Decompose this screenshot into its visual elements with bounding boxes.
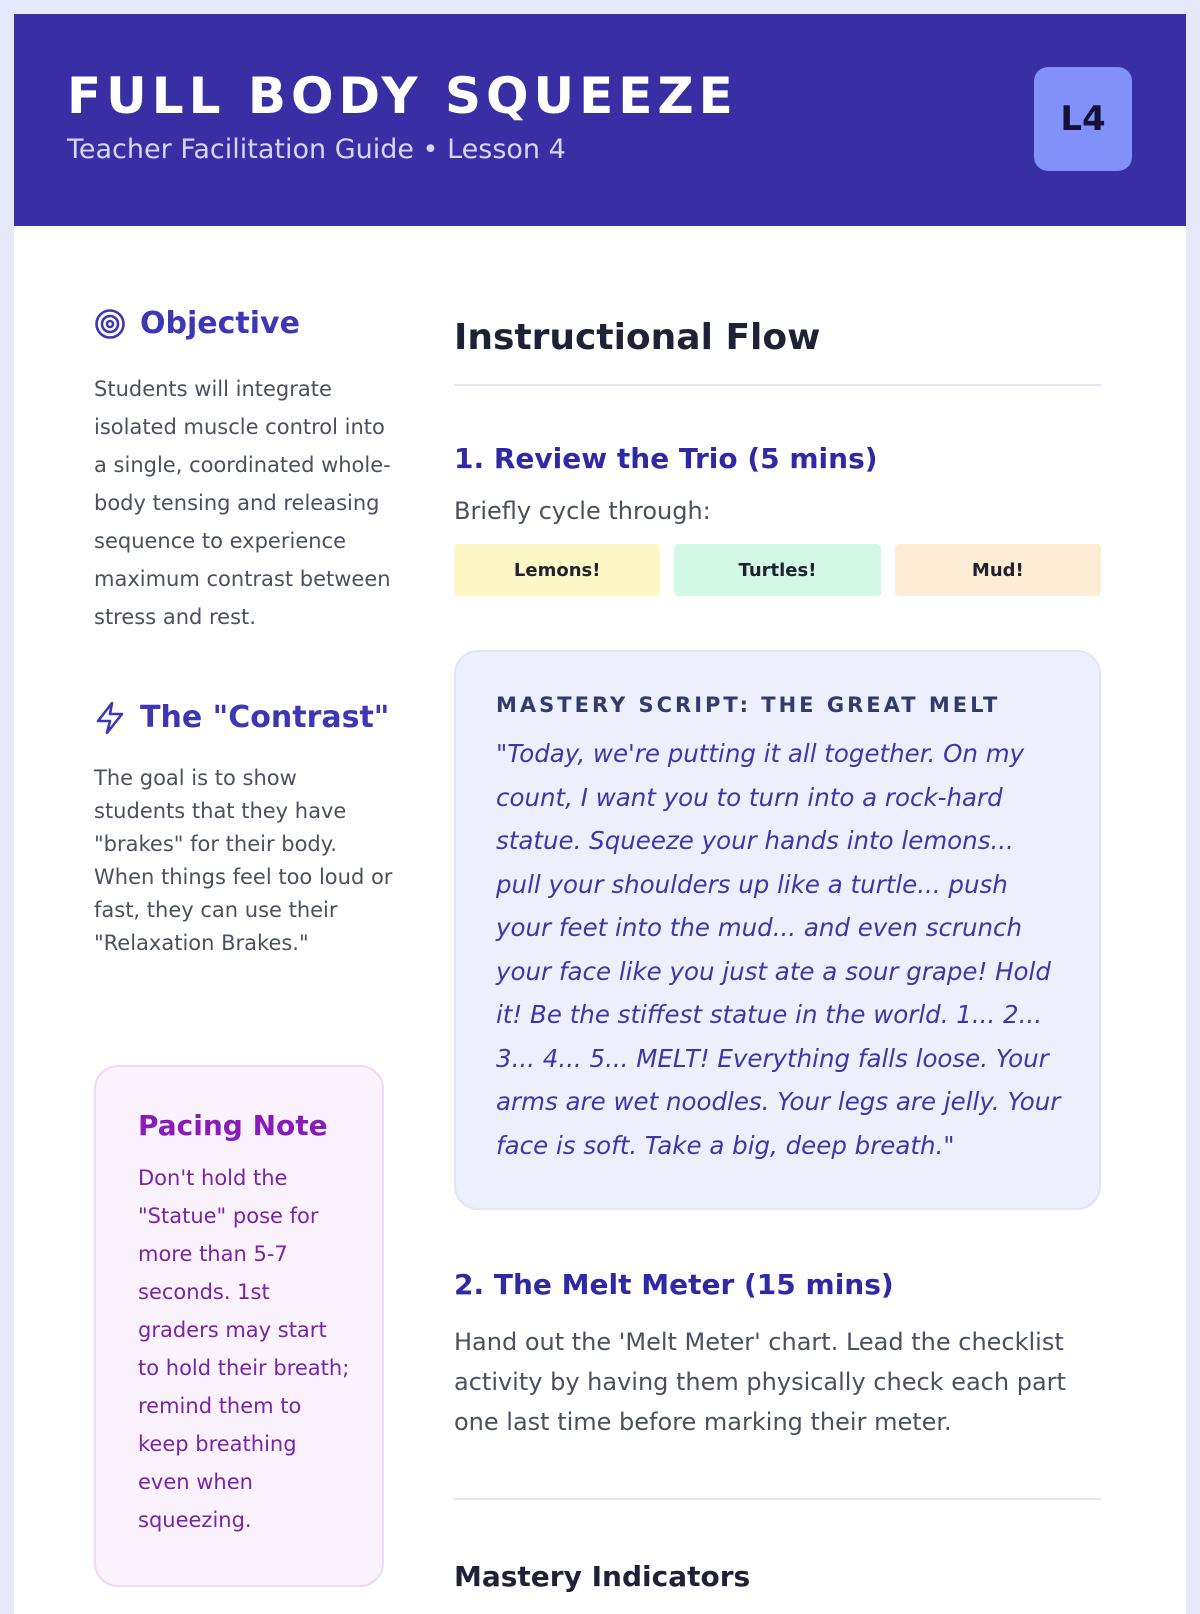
mastery-script-quote: "Today, we're putting it all together. On my count, I want you to turn into a rock-hard statue. Squeeze your hands into lemons... pull your shoulders up like a turtle... push your feet into the mud... and even scrunch your face like you just ate a sour grape! Hold it! Be the stiffest statue in the world. 1... 2... 3... 4... 5... MELT! Everything falls loose. Your arms are wet noodles. Your legs are jelly. Your face is soft. Take a big, deep breath." — [496, 739, 1061, 1160]
mastery-indicators-heading: Mastery Indicators — [454, 1560, 751, 1593]
pacing-note-card — [94, 1065, 384, 1587]
guide-page — [14, 14, 1186, 1614]
page-title: FULL BODY SQUEEZE — [67, 67, 738, 125]
instructional-flow-heading: Instructional Flow — [454, 317, 821, 358]
chip-lemons: Lemons! — [454, 544, 660, 596]
step-2-text: Hand out the 'Melt Meter' chart. Lead the checklist activity by having them physically check each part one last time before marking their meter. — [454, 1328, 1066, 1436]
pacing-note-text: Don't hold the "Statue" pose for more than 5-7 seconds. 1st graders may start to hold their breath; remind them to keep breathing even when squeezing. — [138, 1166, 350, 1532]
objective-text: Students will integrate isolated muscle control into a single, coordinated whole-body tensing and releasing sequence to experience maximum contrast between stress and rest. — [94, 377, 391, 629]
mastery-script-card — [454, 650, 1101, 1210]
contrast-heading — [94, 698, 394, 738]
step-2-heading: 2. The Melt Meter (15 mins) — [454, 1268, 894, 1301]
page-subtitle: Teacher Facilitation Guide • Lesson 4 — [67, 134, 566, 165]
divider — [454, 1498, 1101, 1500]
lightning-icon — [94, 701, 126, 735]
trio-chips — [454, 544, 1101, 596]
contrast-heading-label: The "Contrast" — [140, 700, 390, 735]
chip-turtles: Turtles! — [674, 544, 880, 596]
lesson-badge: L4 — [1034, 67, 1132, 171]
divider — [454, 384, 1101, 386]
objective-heading — [94, 304, 394, 344]
header-banner — [14, 14, 1186, 226]
objective-heading-label: Objective — [140, 306, 300, 341]
chip-mud: Mud! — [895, 544, 1101, 596]
step-1-heading: 1. Review the Trio (5 mins) — [454, 442, 878, 475]
sidebar — [94, 304, 394, 960]
main-content — [454, 314, 1101, 1596]
step-1-text: Briefly cycle through: — [454, 497, 711, 525]
target-icon — [94, 308, 126, 340]
mastery-script-label: MASTERY SCRIPT: THE GREAT MELT — [496, 693, 1001, 717]
pacing-note-heading: Pacing Note — [138, 1109, 328, 1142]
contrast-text: The goal is to show students that they have "brakes" for their body. When things feel too loud or fast, they can use their "Relaxation Brakes." — [94, 766, 393, 955]
